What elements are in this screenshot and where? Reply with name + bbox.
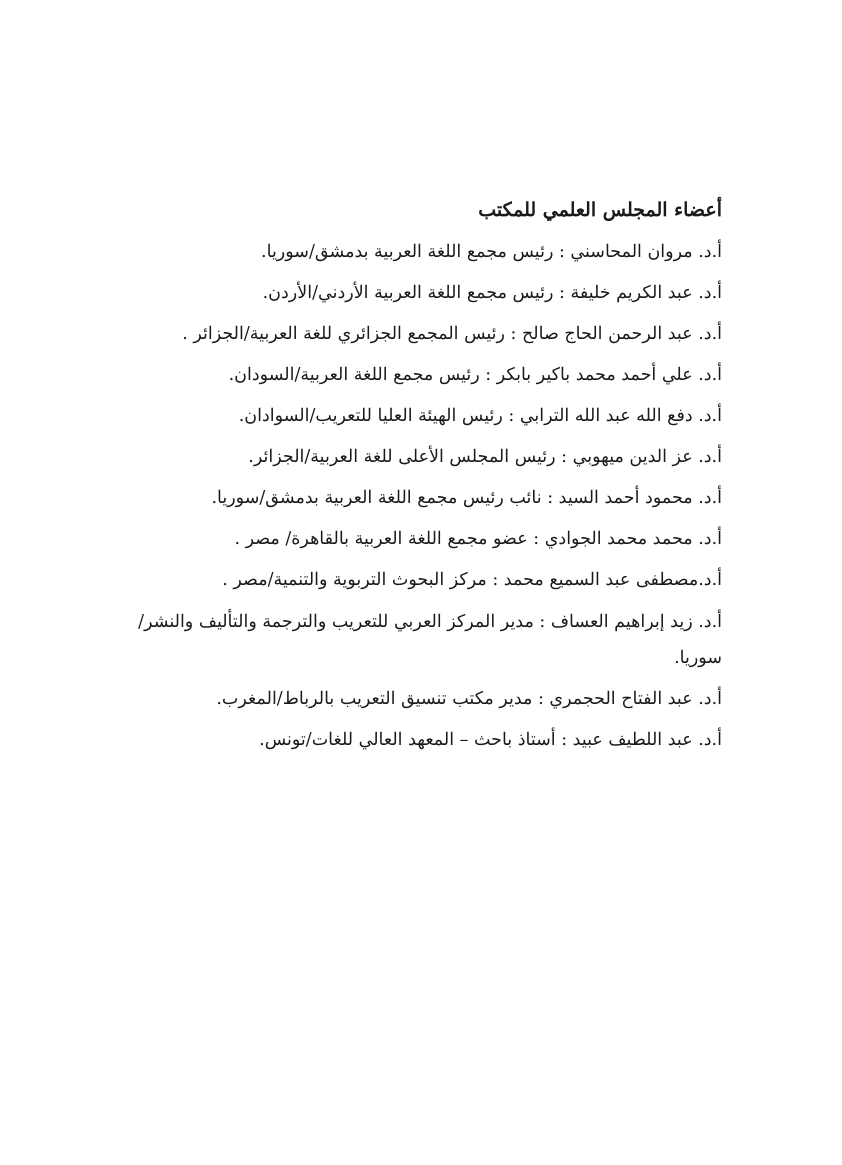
members-list xyxy=(122,232,722,761)
member-item: أ.د. دفع الله عبد الله الترابي : رئيس الهيئة العليا للتعريب/السوادان. xyxy=(238,406,722,426)
member-item: أ.د. زيد إبراهيم العساف : مدير المركز العربي للتعريب والترجمة والتأليف والنشر/ سوريا. xyxy=(138,612,722,668)
member-item: أ.د. مروان المحاسني : رئيس مجمع اللغة العربية بدمشق/سوريا. xyxy=(261,242,722,262)
section-heading: أعضاء المجلس العلمي للمكتب xyxy=(478,199,722,221)
member-item: أ.د. محمود أحمد السيد : نائب رئيس مجمع اللغة العربية بدمشق/سوريا. xyxy=(211,488,722,508)
member-item: أ.د. عبد اللطيف عبيد : أستاذ باحث – المعهد العالي للغات/تونس. xyxy=(259,730,722,750)
member-item: أ.د. علي أحمد محمد باكير بابكر : رئيس مجمع اللغة العربية/السودان. xyxy=(228,365,722,385)
member-item: أ.د.مصطفى عبد السميع محمد : مركز البحوث التربوية والتنمية/مصر . xyxy=(222,570,722,590)
member-item: أ.د. محمد محمد الجوادي : عضو مجمع اللغة العربية بالقاهرة/ مصر . xyxy=(234,529,722,549)
member-item: أ.د. عبد الرحمن الحاج صالح : رئيس المجمع الجزائري للغة العربية/الجزائر . xyxy=(182,324,722,344)
member-item: أ.د. عبد الكريم خليفة : رئيس مجمع اللغة العربية الأردني/الأردن. xyxy=(262,283,722,303)
member-item: أ.د. عز الدين ميهوبي : رئيس المجلس الأعلى للغة العربية/الجزائر. xyxy=(248,447,722,467)
member-item: أ.د. عبد الفتاح الحجمري : مدير مكتب تنسيق التعريب بالرباط/المغرب. xyxy=(216,689,722,709)
council-members-section xyxy=(122,188,722,761)
